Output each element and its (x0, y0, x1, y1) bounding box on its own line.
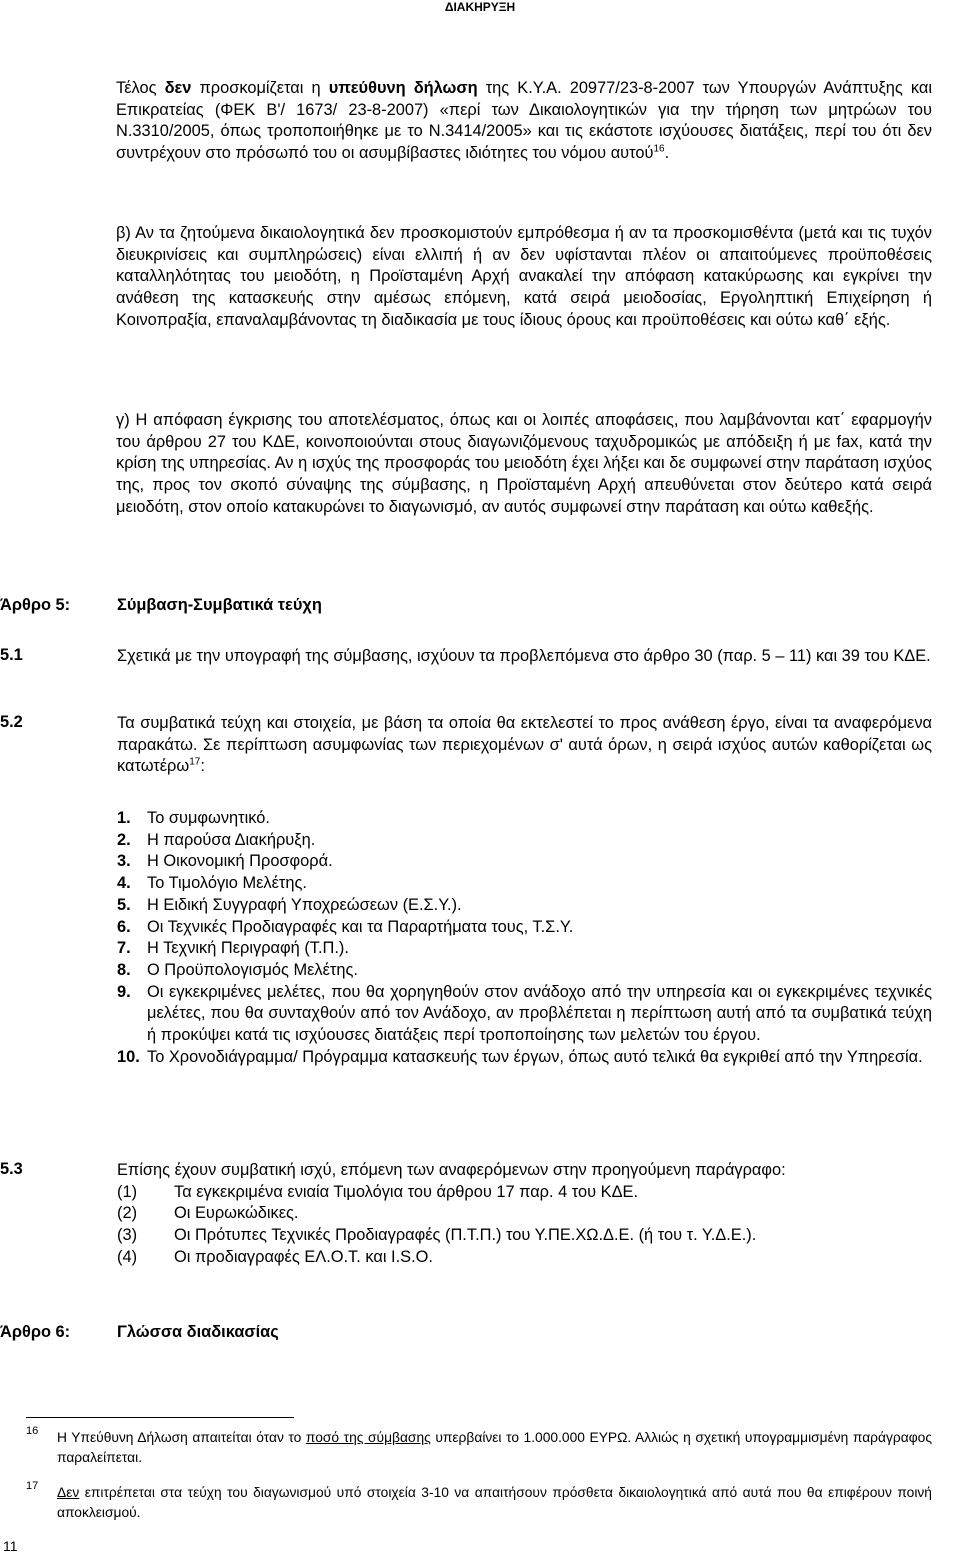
additional-documents-list (117, 1182, 932, 1269)
list-item: 7. Η Τεχνική Περιγραφή (Τ.Π.). (117, 939, 349, 958)
footnote-ref-16[interactable]: 16 (653, 143, 665, 155)
list-item: 8. Ο Προϋπολογισμός Μελέτης. (117, 960, 358, 979)
list-item: 10. Το Χρονοδιάγραμμα/ Πρόγραμμα κατασκευής των έργων, όπως αυτό τελικά θα εγκριθεί από την Υπηρεσία. (117, 1047, 923, 1066)
section-5-2-number: 5.2 (0, 713, 23, 731)
article-5-label: Άρθρο 5: (0, 596, 71, 614)
list-item: 9. Οι εγκεκριμένες μελέτες, που θα χορηγηθούν στον ανάδοχο από την υπηρεσία και οι εγκεκριμένες τεχνικές μελέτες, που θα συνταχθούν από τον Ανάδοχο, αν προβλέπεται η περίπτωση αυτή από τα συμβατικά τεύχη ή προκύψει κατά τις ισχύουσες διατάξεις περί τροποποίησης των μελετών του έργου. (117, 982, 932, 1045)
list-item: (2) Οι Ευρωκώδικες. (117, 1204, 299, 1223)
footnote-17-text: Δεν επιτρέπεται στα τεύχη του διαγωνισμού υπό στοιχεία 3-10 να απαιτήσουν πρόσθετα δικαιολογητικά από αυτά που θα επιφέρουν ποινή αποκλεισμού. (57, 1485, 932, 1520)
paragraph-beta: β) Αν τα ζητούμενα δικαιολογητικά δεν προσκομιστούν εμπρόθεσμα ή αν τα προσκομισθέντα (μετά και τις τυχόν διευκρινίσεις και συμπληρώσεις) είναι ελλιπή ή αν δεν υφίστανται πλέον οι απαιτούμενες προϋποθέσεις καταλληλότητας του μειοδότη, η Προϊσταμένη Αρχή ανακαλεί την απόφαση κατακύρωσης και εγκρίνει την ανάθεση της κατασκευής στην αμέσως επόμενη, κατά σειρά μειοδοσίας, Εργοληπτική Επιχείρηση ή Κοινοπραξία, επαναλαμβάνοντας τη διαδικασία με τους ίδιους όρους και προϋποθέσεις και ούτω καθ΄ εξής. (116, 224, 932, 329)
contract-documents-list (117, 808, 932, 1068)
list-item: 5. Η Ειδική Συγγραφή Υποχρεώσεων (Ε.Σ.Υ.). (117, 895, 462, 914)
emphasis-declaration: υπεύθυνη δήλωση (328, 79, 478, 97)
list-item: 6. Οι Τεχνικές Προδιαγραφές και τα Παραρτήματα τους, Τ.Σ.Υ. (117, 917, 574, 936)
list-item: 2. Η παρούσα Διακήρυξη. (117, 830, 316, 849)
article-6-label: Άρθρο 6: (0, 1323, 71, 1341)
list-item: (4) Οι προδιαγραφές ΕΛ.Ο.Τ. και I.S.O. (117, 1247, 433, 1266)
footnote-16 (26, 1425, 932, 1467)
list-item: (3) Οι Πρότυπες Τεχνικές Προδιαγραφές (Π.Τ.Π.) του Υ.ΠΕ.ΧΩ.Δ.Ε. (ή του τ. Υ.Δ.Ε.). (117, 1226, 757, 1245)
list-item: 3. Η Οικονομική Προσφορά. (117, 852, 333, 871)
section-5-3-number: 5.3 (0, 1160, 23, 1178)
document-header: ΔΙΑΚΗΡΥΞΗ (444, 0, 516, 14)
section-5-3-text: Επίσης έχουν συμβατική ισχύ, επόμενη των αναφερόμενων στην προηγούμενη παράγραφο: (117, 1161, 786, 1179)
article-5-title: Σύμβαση-Συμβατικά τεύχη (117, 596, 322, 614)
list-item: (1) Τα εγκεκριμένα ενιαία Τιμολόγια του άρθρου 17 παρ. 4 του ΚΔΕ. (117, 1182, 639, 1201)
underlined-contract-amount: ποσό της σύμβασης (305, 1430, 431, 1445)
footnote-17 (26, 1480, 932, 1522)
list-item: 1. Το συμφωνητικό. (117, 809, 270, 827)
section-5-2-text: Τα συμβατικά τεύχη και στοιχεία, με βάση τα οποία θα εκτελεστεί το προς ανάθεση έργο, είναι τα αναφερόμενα παρακάτω. Σε περίπτωση ασυμφωνίας των περιεχομένων σ' αυτά όρων, η σειρά ισχύος αυτών καθορίζεται ως κατωτέρω$^{17}$: (117, 714, 932, 776)
footnote-16-mark: 16 (26, 1425, 39, 1437)
footnote-ref-17[interactable]: 17 (189, 756, 201, 768)
paragraph-gamma: γ) Η απόφαση έγκρισης του αποτελέσματος, όπως και οι λοιπές αποφάσεις, που λαμβάνονται κατ΄ εφαρμογήν του άρθρου 27 του ΚΔΕ, κοινοποιούνται στους διαγωνιζόμενους ταχυδρομικώς με απόδειξη ή με fax, κατά την κρίση της υπηρεσίας. Αν η ισχύς της προσφοράς του μειοδότη έχει λήξει και δε συμφωνεί στην παράταση ισχύος της, προς τον σκοπό σύναψης της σύμβασης, η Προϊσταμένη Αρχή απευθύνεται στον δεύτερο κατά σειρά μειοδότη, στον οποίο κατακυρώνει το διαγωνισμό, αν αυτός συμφωνεί στην παράταση και ούτω καθεξής. (116, 411, 932, 516)
paragraph-responsible-declaration: Τέλος δεν προσκομίζεται η υπεύθυνη δήλωση της Κ.Υ.Α. 20977/23-8-2007 των Υπουργών Ανάπτυξης και Επικρατείας (ΦΕΚ Β'/ 1673/ 23-8-2007) «περί των Δικαιολογητικών για την τήρηση των μητρώων του Ν.3310/2005, όπως τροποποιήθηκε με το Ν.3414/2005» και τις εκάστοτε ισχύουσες διατάξεις, περί του ότι δεν συντρέχουν στο πρόσωπό του οι ασυμβίβαστες ιδιότητες του νόμου αυτού$^{16}$. (116, 79, 932, 163)
section-5-1-number: 5.1 (0, 646, 23, 664)
page-number: 11 (3, 1538, 18, 1554)
footnote-separator (26, 1417, 294, 1418)
section-5-1-text: Σχετικά με την υπογραφή της σύμβασης, ισχύουν τα προβλεπόμενα στο άρθρο 30 (παρ. 5 – 11) και 39 του ΚΔΕ. (117, 647, 931, 665)
emphasis-not: δεν (164, 79, 192, 97)
footnote-17-mark: 17 (26, 1480, 39, 1492)
list-item: 4. Το Τιμολόγιο Μελέτης. (117, 874, 307, 893)
footnote-16-text: Η Υπεύθυνη Δήλωση απαιτείται όταν το ποσό της σύμβασης υπερβαίνει το 1.000.000 ΕΥΡΩ. Αλλιώς η σχετική υπογραμμισμένη παράγραφος παραλείπεται. (57, 1430, 932, 1465)
underlined-not: Δεν (57, 1485, 80, 1500)
section-5-3-block (117, 1160, 932, 1269)
article-6-title: Γλώσσα διαδικασίας (117, 1323, 279, 1341)
